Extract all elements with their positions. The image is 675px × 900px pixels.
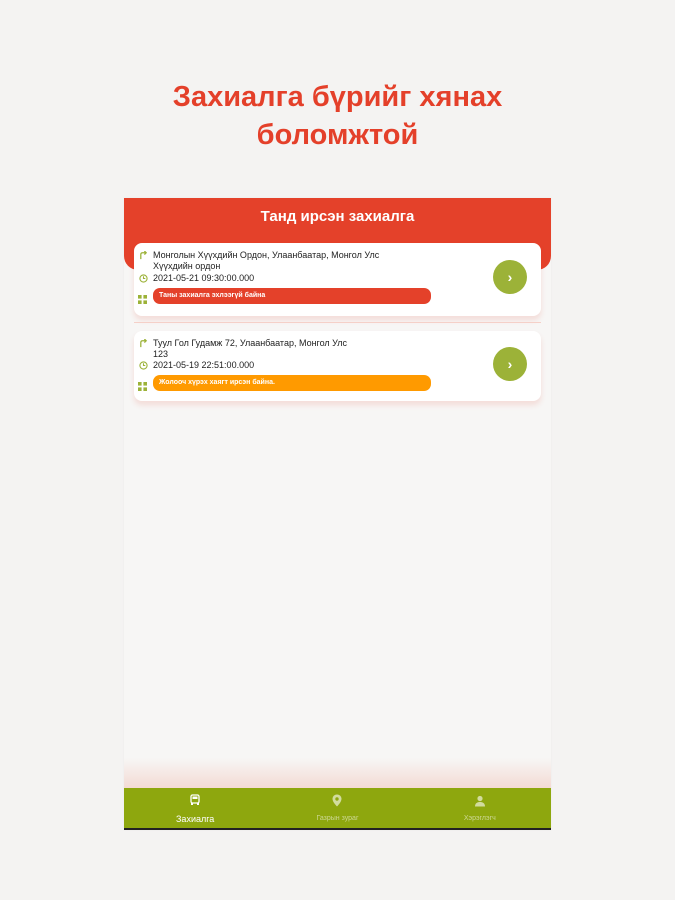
bottom-nav xyxy=(124,788,551,830)
order-card[interactable] xyxy=(134,331,541,401)
chevron-right-icon: › xyxy=(507,356,513,372)
grid-icon xyxy=(138,291,148,301)
promo-headline xyxy=(0,78,675,154)
datetime-row xyxy=(138,273,254,284)
order-card[interactable] xyxy=(134,243,541,316)
location-pin-icon xyxy=(331,794,343,812)
route-icon xyxy=(138,338,148,349)
person-icon xyxy=(474,794,486,812)
status-badge: Таны захиалга эхлээгүй байна xyxy=(153,288,431,304)
route-icon xyxy=(138,250,148,261)
nav-label: Захиалга xyxy=(176,813,215,824)
open-order-button[interactable] xyxy=(493,347,527,381)
nav-item-map[interactable] xyxy=(266,788,408,828)
car-icon xyxy=(189,793,201,811)
open-order-button[interactable] xyxy=(493,260,527,294)
order-datetime: 2021-05-21 09:30:00.000 xyxy=(153,273,255,283)
order-extra: Хүүхдийн ордон xyxy=(153,261,221,271)
bottom-fade xyxy=(124,758,551,788)
order-address: Монголын Хүүхдийн Ордон, Улаанбаатар, Монгол Улс xyxy=(153,250,380,260)
nav-item-user[interactable] xyxy=(409,788,551,828)
order-extra: 123 xyxy=(153,349,169,359)
clock-icon xyxy=(138,360,148,371)
nav-label: Хэрэглэгч xyxy=(463,815,496,822)
promo-line-2: боломжтой xyxy=(256,119,419,151)
address-row xyxy=(138,338,347,360)
grid-icon xyxy=(138,378,148,388)
status-badge: Жолооч хүрэх хаягт ирсэн байна. xyxy=(153,375,431,391)
app-screen xyxy=(124,198,551,830)
nav-label: Газрын зураг xyxy=(316,815,359,822)
promo-line-1: Захиалга бүрийг хянах xyxy=(172,81,503,113)
order-address: Туул Гол Гудамж 72, Улаанбаатар, Монгол Улс xyxy=(153,338,348,348)
page-title: Танд ирсэн захиалга xyxy=(260,208,415,225)
clock-icon xyxy=(138,273,148,284)
order-datetime: 2021-05-19 22:51:00.000 xyxy=(153,360,255,370)
divider xyxy=(134,322,541,323)
datetime-row xyxy=(138,360,254,371)
nav-item-orders[interactable] xyxy=(124,788,266,828)
address-row xyxy=(138,250,379,272)
chevron-right-icon: › xyxy=(507,269,513,285)
